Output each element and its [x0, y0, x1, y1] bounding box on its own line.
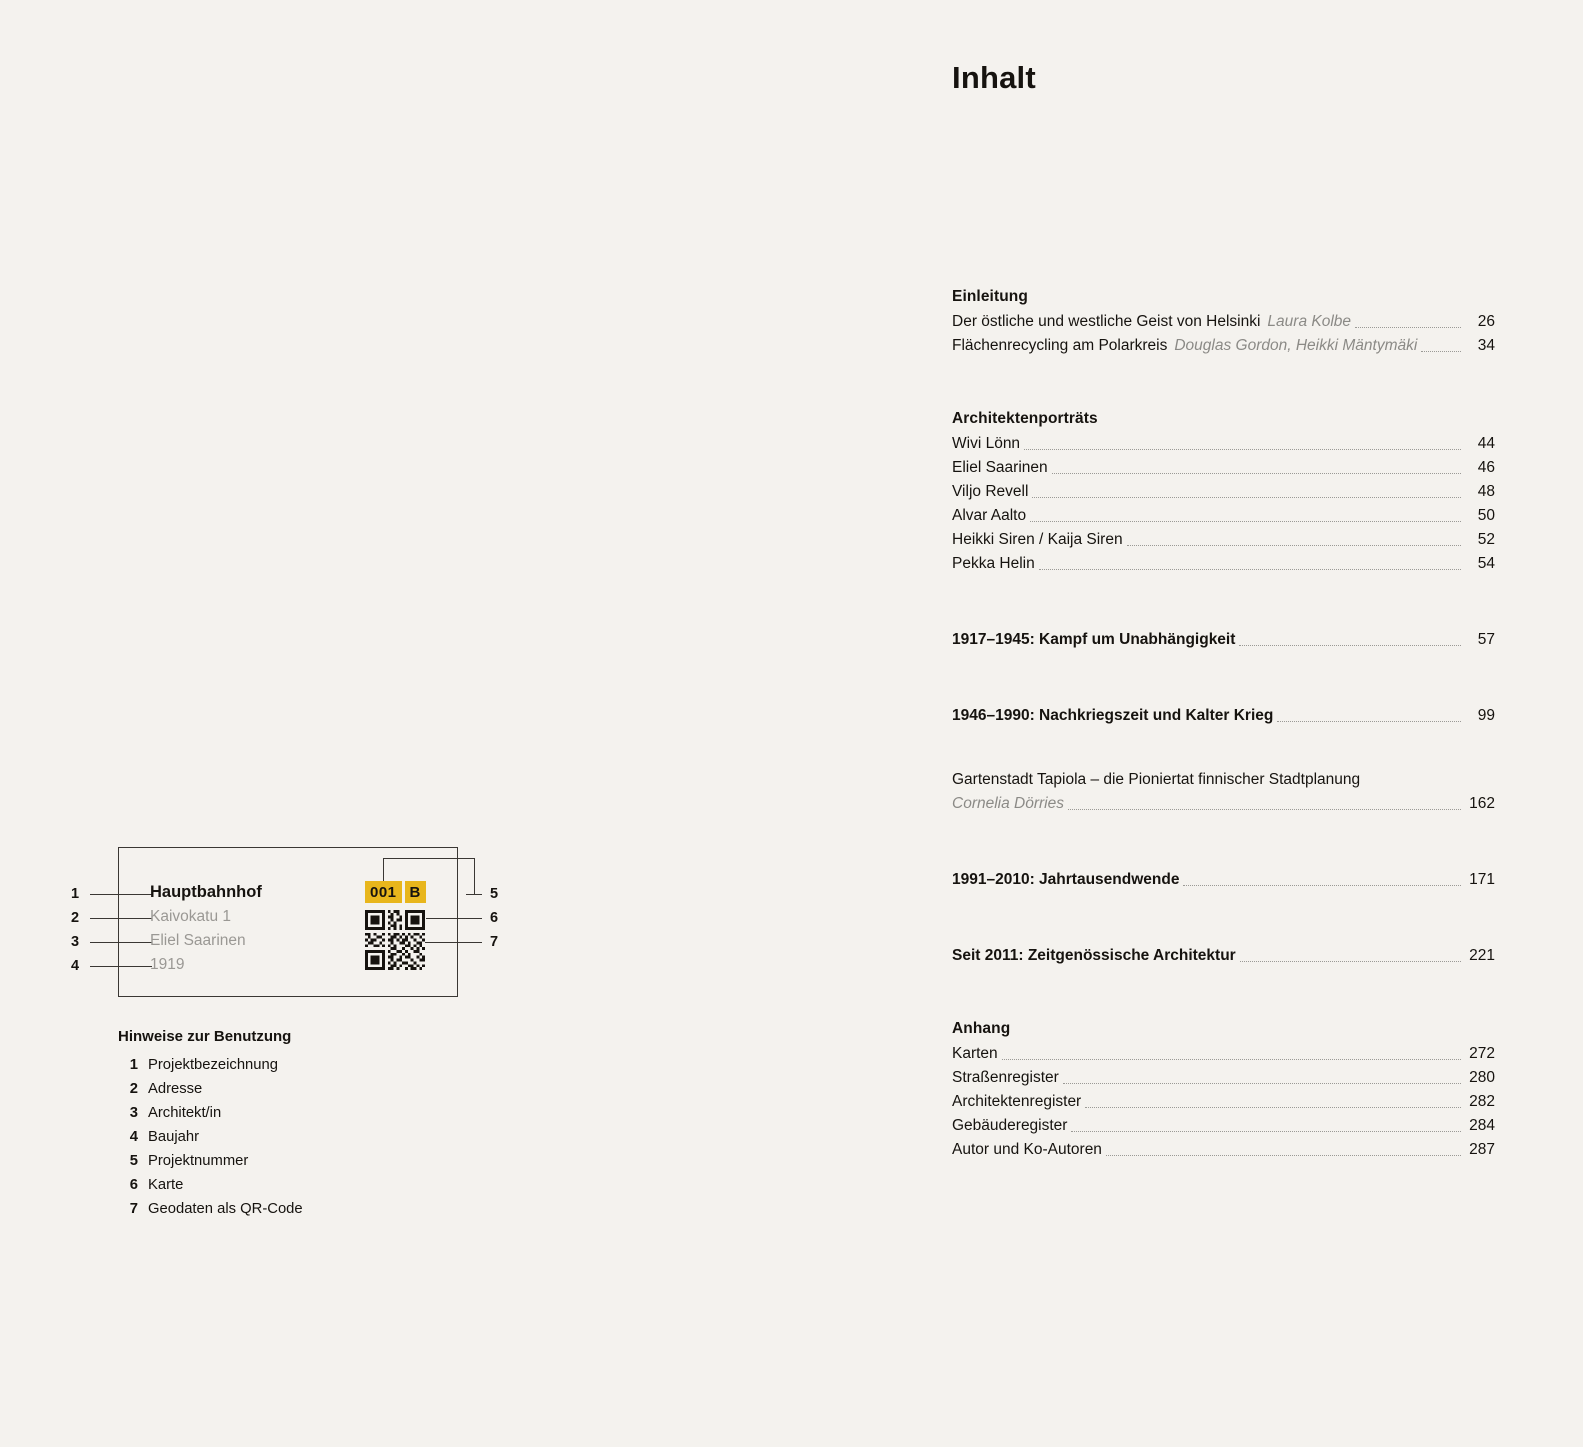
toc-row-page: 26	[1477, 313, 1495, 330]
toc-row[interactable]	[952, 456, 1495, 480]
leader-dots	[1030, 520, 1461, 522]
map-reference: B	[405, 881, 427, 903]
list-item	[118, 1149, 458, 1173]
toc-row-label: 1946–1990: Nachkriegszeit und Kalter Krieg	[952, 707, 1274, 724]
usage-hints	[118, 1028, 458, 1221]
hint-label: Projektnummer	[148, 1153, 249, 1169]
toc-row-label: Wivi Lönn	[952, 435, 1021, 452]
toc-row[interactable]	[952, 480, 1495, 504]
hint-number: 3	[129, 1105, 138, 1121]
toc-row-label: Der östliche und westliche Geist von Helsinki	[952, 313, 1261, 330]
group-spacer	[952, 380, 1495, 410]
hint-label: Karte	[148, 1177, 184, 1193]
toc-group-heading: Anhang	[952, 1020, 1011, 1037]
toc-row-page: 54	[1477, 555, 1495, 572]
toc-row-label: Eliel Saarinen	[952, 459, 1048, 476]
callout-number-1: 1	[71, 886, 80, 902]
toc-row-page: 46	[1477, 459, 1495, 476]
callout-number-3: 3	[71, 934, 80, 950]
group-spacer	[952, 838, 1495, 868]
toc-row[interactable]	[952, 868, 1495, 892]
hint-number: 7	[129, 1201, 138, 1217]
toc-row[interactable]	[952, 552, 1495, 576]
hint-label: Projektbezeichnung	[148, 1057, 278, 1073]
leader-dots	[1063, 1082, 1461, 1084]
list-item	[118, 1053, 458, 1077]
toc-row-label: Straßenregister	[952, 1069, 1059, 1086]
toc-row[interactable]	[952, 1042, 1495, 1066]
project-number: 001	[365, 881, 402, 903]
toc-list	[952, 288, 1495, 1184]
leader-dots	[1421, 350, 1461, 352]
project-name: Hauptbahnhof	[150, 883, 262, 901]
hint-number: 5	[129, 1153, 138, 1169]
callout-number-2: 2	[71, 910, 80, 926]
toc-row-label: Architektenregister	[952, 1093, 1082, 1110]
toc-row-label: Seit 2011: Zeitgenössische Architektur	[952, 947, 1236, 964]
leader-dots	[1277, 720, 1461, 722]
list-item	[118, 1197, 458, 1221]
qr-code-icon	[365, 910, 425, 970]
hint-label: Adresse	[148, 1081, 203, 1097]
toc-group-1917-1945	[952, 628, 1495, 652]
callout-number-4: 4	[71, 958, 80, 974]
toc-row-page: 50	[1477, 507, 1495, 524]
toc-group-1991-2010	[952, 868, 1495, 892]
hint-label: Baujahr	[148, 1129, 200, 1145]
toc-row-page: 34	[1477, 337, 1495, 354]
toc-row[interactable]	[952, 944, 1495, 968]
list-item	[118, 1173, 458, 1197]
toc-row-author: Douglas Gordon, Heikki Mäntymäki	[1174, 337, 1418, 354]
toc-row[interactable]	[952, 1066, 1495, 1090]
toc-row-label: Autor und Ko-Autoren	[952, 1141, 1102, 1158]
callout-number-6: 6	[490, 910, 499, 926]
leader-dots	[1068, 808, 1461, 810]
toc-row-page: 272	[1469, 1045, 1495, 1062]
toc-row-label: Gebäuderegister	[952, 1117, 1068, 1134]
callout-leader-5-right-vert	[474, 858, 475, 894]
toc-group-1946-1990	[952, 704, 1495, 728]
toc-row-label: Viljo Revell	[952, 483, 1029, 500]
toc-group-heading: Architektenporträts	[952, 410, 1098, 427]
leader-dots	[1355, 326, 1461, 328]
toc-row-page: 221	[1469, 947, 1495, 964]
leader-dots	[1127, 544, 1461, 546]
group-spacer	[952, 674, 1495, 704]
toc-row[interactable]	[952, 1114, 1495, 1138]
sample-entry-card	[118, 847, 458, 997]
leader-dots	[1071, 1130, 1461, 1132]
usage-hints-title: Hinweise zur Benutzung	[118, 1028, 292, 1045]
hint-label: Architekt/in	[148, 1105, 222, 1121]
hint-label: Geodaten als QR-Code	[148, 1201, 303, 1217]
project-address: Kaivokatu 1	[150, 908, 231, 925]
toc-row-page: 99	[1477, 707, 1495, 724]
leader-dots	[1039, 568, 1461, 570]
leader-dots	[1052, 472, 1461, 474]
leader-dots	[1002, 1058, 1461, 1060]
toc-row-label: Alvar Aalto	[952, 507, 1027, 524]
toc-group-architektenportraets	[952, 410, 1495, 576]
toc-row-label: Karten	[952, 1045, 998, 1062]
hint-number: 6	[129, 1177, 138, 1193]
toc-row[interactable]	[952, 334, 1495, 358]
leader-dots	[1024, 448, 1461, 450]
toc-row[interactable]	[952, 628, 1495, 652]
toc-row-page: 284	[1469, 1117, 1495, 1134]
list-item	[118, 1101, 458, 1125]
toc-row[interactable]	[952, 792, 1495, 816]
toc-row[interactable]	[952, 528, 1495, 552]
callout-number-5: 5	[490, 886, 499, 902]
callout-leader-5	[466, 894, 482, 895]
project-badge	[365, 881, 426, 903]
toc-row-page: 57	[1477, 631, 1495, 648]
toc-row-page: 162	[1469, 795, 1495, 812]
callout-number-7: 7	[490, 934, 499, 950]
toc-row-page: 171	[1469, 871, 1495, 888]
project-architect: Eliel Saarinen	[150, 932, 246, 949]
leader-dots	[1032, 496, 1461, 498]
hint-number: 4	[129, 1129, 138, 1145]
toc-row[interactable]	[952, 432, 1495, 456]
toc-group-seit-2011	[952, 944, 1495, 968]
page-title: Inhalt	[952, 60, 1036, 95]
toc-row-page: 280	[1469, 1069, 1495, 1086]
toc-row[interactable]	[952, 504, 1495, 528]
toc-row-page: 52	[1477, 531, 1495, 548]
list-item	[118, 1125, 458, 1149]
toc-row-author: Cornelia Dörries	[952, 795, 1064, 812]
toc-row-page: 282	[1469, 1093, 1495, 1110]
toc-row-page: 287	[1469, 1141, 1495, 1158]
leader-dots	[1085, 1106, 1461, 1108]
toc-row-author: Laura Kolbe	[1267, 313, 1352, 330]
group-spacer	[952, 750, 1495, 768]
toc-row-label: Pekka Helin	[952, 555, 1035, 572]
toc-row-label: 1991–2010: Jahrtausendwende	[952, 871, 1180, 888]
leader-dots	[1240, 960, 1461, 962]
project-year: 1919	[150, 956, 185, 973]
toc-group-anhang	[952, 1020, 1495, 1162]
toc-row-label: Heikki Siren / Kaija Siren	[952, 531, 1123, 548]
toc-row[interactable]	[952, 310, 1495, 334]
toc-group-heading: Einleitung	[952, 288, 1028, 305]
toc-row[interactable]	[952, 1138, 1495, 1162]
toc-group-gartenstadt-tapiola[interactable]	[952, 768, 1495, 816]
hint-number: 2	[129, 1081, 138, 1097]
group-spacer	[952, 990, 1495, 1020]
table-of-contents-page	[952, 0, 1497, 1447]
toc-row[interactable]	[952, 704, 1495, 728]
hint-number: 1	[129, 1057, 138, 1073]
leader-dots	[1183, 884, 1461, 886]
toc-row-label: Flächenrecycling am Polarkreis	[952, 337, 1168, 354]
leader-dots	[1239, 644, 1461, 646]
toc-group-einleitung	[952, 288, 1495, 358]
group-spacer	[952, 914, 1495, 944]
toc-row-label: 1917–1945: Kampf um Unabhängigkeit	[952, 631, 1236, 648]
group-spacer	[952, 598, 1495, 628]
toc-row-page: 44	[1477, 435, 1495, 452]
leader-dots	[1106, 1154, 1461, 1156]
toc-entry-lead-line: Gartenstadt Tapiola – die Pioniertat finnischer Stadtplanung	[952, 771, 1361, 788]
list-item	[118, 1077, 458, 1101]
toc-row-page: 48	[1477, 483, 1495, 500]
toc-row[interactable]	[952, 1090, 1495, 1114]
